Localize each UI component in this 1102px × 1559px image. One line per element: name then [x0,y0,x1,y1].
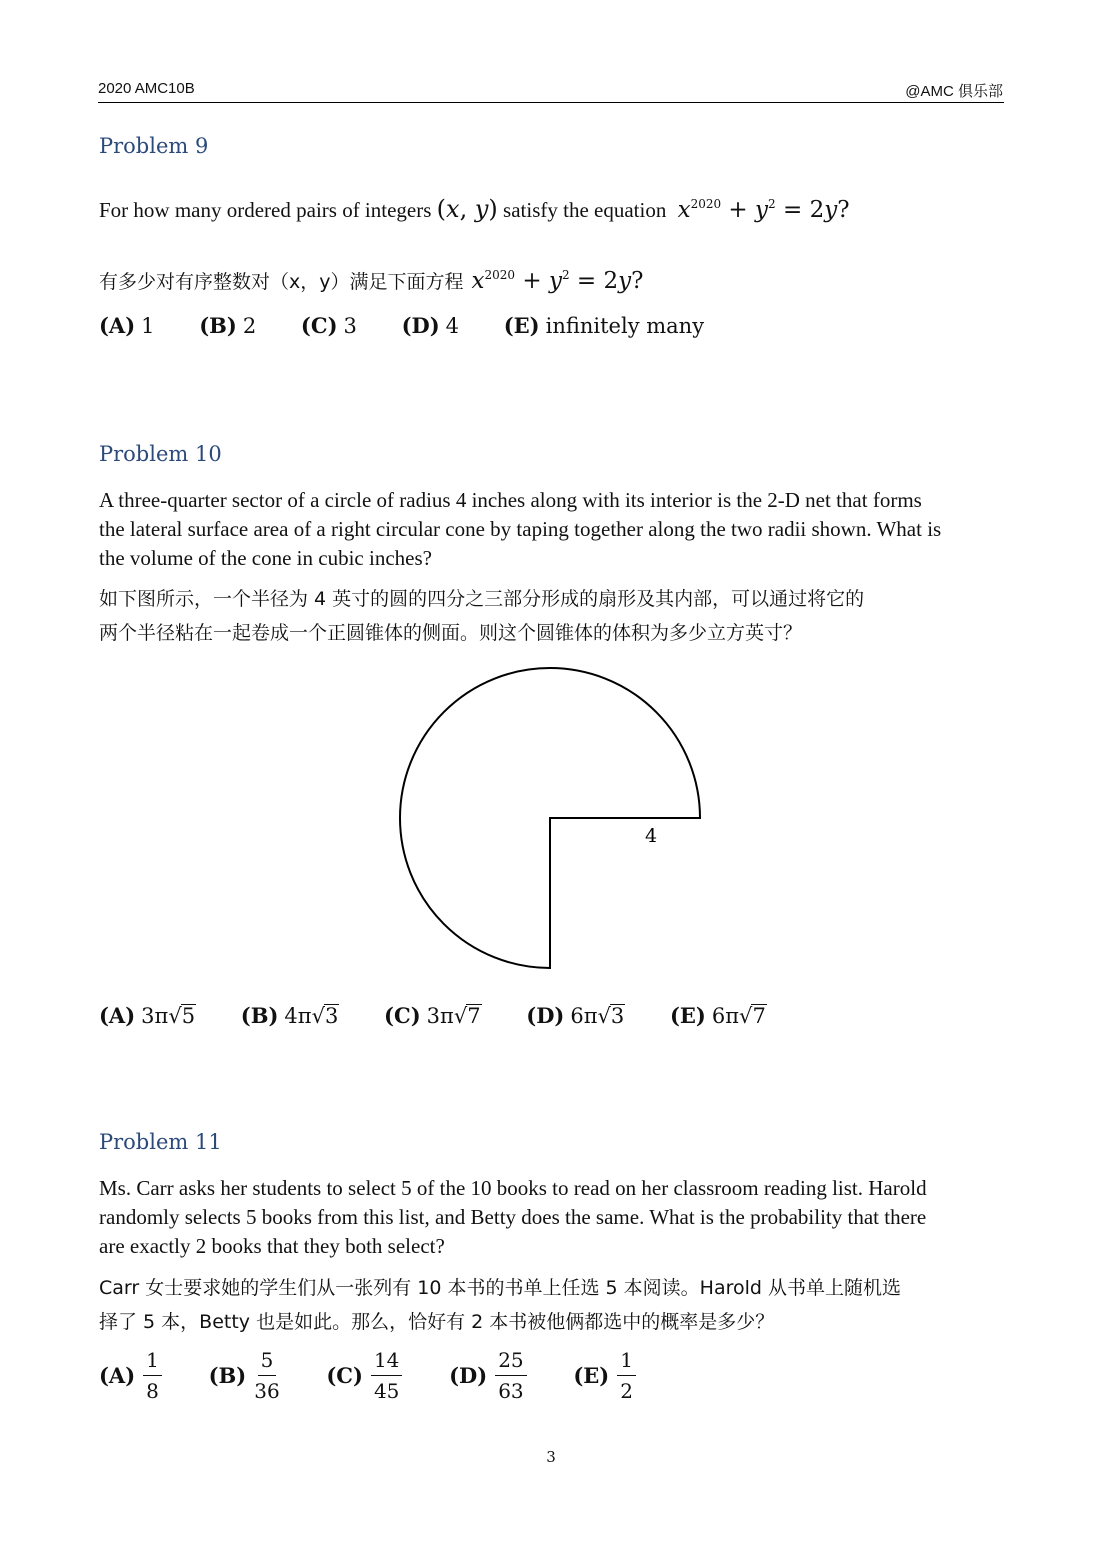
choice-c: (C) 3 [300,313,357,338]
fraction: $\frac{25}{63}$ [495,1348,526,1403]
problem-11-choices [99,1348,676,1403]
fraction: $\frac{14}{45}$ [371,1348,402,1403]
fraction: $\frac{1}{8}$ [143,1348,162,1403]
choice-b: (B) $\frac{5}{36}$ [208,1348,280,1403]
page-number: 3 [546,1448,556,1466]
statement-line: Carr 女士要求她的学生们从一张列有 10 本书的书单上任选 5 本阅读。Harold 从书单上随机选 [99,1277,901,1299]
statement-line: 两个半径粘在一起卷成一个正圆锥体的侧面。则这个圆锥体的体积为多少立方英寸？ [99,622,803,644]
statement-text: satisfy the equation [497,198,672,222]
choice-d: (D) $\frac{25}{63}$ [449,1348,527,1403]
statement-text: 有多少对有序整数对（x，y）满足下面方程 [99,271,464,293]
choice-d: (D) 4 [401,313,460,338]
math-equation: $x^{2020} + y^2 = 2y$? [471,268,644,294]
header-right: @AMC 俱乐部 [905,83,1003,100]
fraction: $\frac{1}{2}$ [617,1348,636,1403]
statement-text: For how many ordered pairs of integers [99,198,437,222]
choice-c: (C) 3π√7 [384,1003,481,1028]
choice-a: (A) $\frac{1}{8}$ [99,1348,162,1403]
problem-10-choices [99,1003,805,1028]
choice-e: (E) $\frac{1}{2}$ [573,1348,636,1403]
problem-11-title: Problem 11 [99,1130,222,1154]
choice-e: (E) infinitely many [503,313,705,338]
statement-line: randomly selects 5 books from this list, and Betty does the same. What is the probability that there [99,1205,927,1229]
math-equation: $x^{2020} + y^2 = 2y$? [677,197,850,223]
problem-11-statement-zh [99,1271,1004,1339]
problem-11-statement-en [99,1174,999,1261]
math-pair: (x, y) [436,195,498,223]
statement-line: 如下图所示，一个半径为 4 英寸的圆的四分之三部分形成的扇形及其内部，可以通过将它的 [99,588,865,610]
choice-d: (D) 6π√3 [526,1003,625,1028]
fraction: $\frac{5}{36}$ [254,1348,280,1403]
header-left: 2020 AMC10B [98,80,195,97]
statement-line: the lateral surface area of a right circular cone by taping together along the two radii shown. What is [99,517,942,541]
choice-c: (C) $\frac{14}{45}$ [326,1348,402,1403]
statement-line: A three-quarter sector of a circle of radius 4 inches along with its interior is the 2-D net that forms [99,488,922,512]
problem-9-title: Problem 9 [99,134,209,158]
radius-label: 4 [644,825,658,847]
three-quarter-sector [400,668,700,968]
statement-line: Ms. Carr asks her students to select 5 of the 10 books to read on her classroom reading list. Harold [99,1176,927,1200]
statement-line: the volume of the cone in cubic inches? [99,546,432,570]
choice-b: (B) 4π√3 [240,1003,339,1028]
statement-line: 择了 5 本，Betty 也是如此。那么，恰好有 2 本书被他俩都选中的概率是多少？ [99,1311,775,1333]
choice-a: (A) 1 [99,313,155,338]
problem-10-title: Problem 10 [99,442,222,466]
choice-a: (A) 3π√5 [99,1003,196,1028]
choice-b: (B) 2 [199,313,257,338]
choice-e: (E) 6π√7 [669,1003,766,1028]
statement-line: are exactly 2 books that they both select? [99,1234,445,1258]
